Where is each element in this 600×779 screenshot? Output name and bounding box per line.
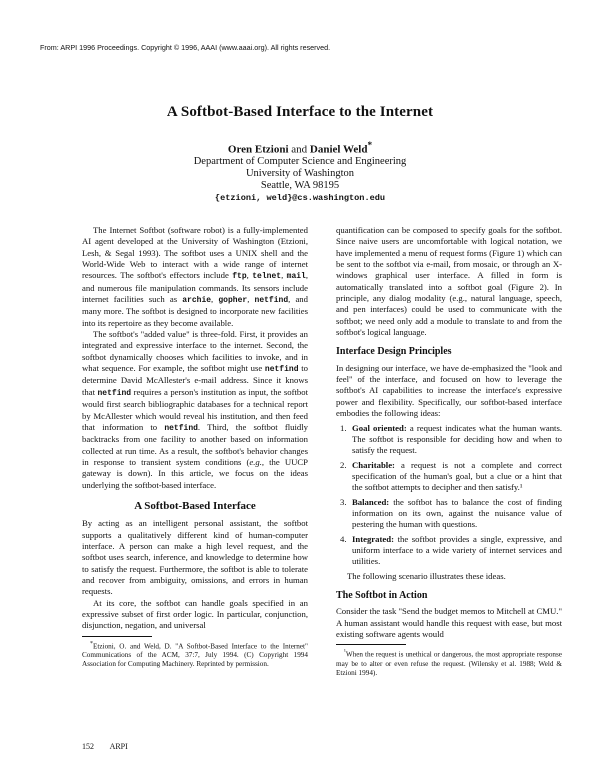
author-names	[0, 139, 600, 156]
code-gopher: gopher	[218, 296, 248, 306]
author-email: {etzioni, weld}@cs.washington.edu	[214, 192, 386, 203]
copyright-line: From: ARPI 1996 Proceedings. Copyright © 1996, AAAI (www.aaai.org). All rights reserved.	[40, 43, 331, 52]
author-university: University of Washington	[245, 167, 355, 179]
interface-paragraph-3: quantification can be composed to specify goals for the softbot. Since naive users are uncomfortable with logical notation, we have implemented a menu of request forms (Figure 1) which can be sent to the softbot via e-mail, from mosaic, or through an X-windows graphical user interface. A filled in form is automatically translated into a softbot goal (Figure 2). In principle, any dialog modality (e.g., natural language, speech, and pen interfaces) could be used to communicate with the softbot; we need only add a module to translate to and from the softbot's logical language.	[336, 225, 562, 338]
code-telnet: telnet	[252, 272, 282, 282]
left-column	[82, 225, 308, 669]
author-city: Seattle, WA 98195	[260, 179, 340, 191]
code-netfind: netfind	[254, 296, 289, 306]
page-number: 152	[82, 742, 94, 751]
paper-title: A Softbot-Based Interface to the Internet	[166, 104, 434, 120]
code-archie: archie	[182, 296, 212, 306]
list-item: 4. Integrated: the softbot provides a single, expressive, and uniform interface to a wide variety of internet services and utilities.	[340, 533, 562, 567]
footnote-ethics: $^{^1}$When the request is unethical or dangerous, the most appropriate response may be to alter or even refuse the request. (Wilensky et al. 1988; Weld & Etzioni 1994).	[336, 649, 562, 677]
author-department: Department of Computer Science and Engineering	[193, 155, 407, 167]
author-block	[0, 139, 600, 204]
section-heading-softbot-interface: A Softbot-Based Interface	[134, 499, 256, 512]
intro-paragraph-1: The Internet Softbot (software robot) is a fully-implemented AI agent developed at the University of Washington (Etzioni, Lesh, & Segal 1993). The softbot uses a UNIX shell and the World-Wide Web to interact with a wide range of internet resources. The softbot's effectors include ftp, telnet, mail, and numerous file manipulation commands. Its sensors include internet facilities such as archie, gopher, netfind, and many more. The softbot is designed to incorporate new facilities into its repertoire as they become available.	[82, 225, 309, 328]
intro-paragraph-2: The softbot's "added value" is three-fold. First, it provides an integrated and expressive interface to the internet. Second, the softbot dynamically chooses which facilities to invoke, and in what sequence. For example, the softbot might use netfind to determine David McAllester's e-mail address. Since it knows that netfind requires a person's institution as input, the softbot would first search bibliographic databases for a technical report by McAllester which would reveal his institution, and then feed that information to netfind. Third, the softbot fluidly backtracks from one facility to another based on information collected at run time. As a result, the softbot's behavior changes in response to transient system conditions (e.g., the UUCP gateway is down). In this article, we focus on the ideas underlying the softbot-based interface.	[82, 329, 308, 490]
interface-paragraph-2: At its core, the softbot can handle goals specified in an expressive subset of first order logic. In particular, conjunction, disjunction, negation, and universal	[82, 597, 308, 631]
section-heading-softbot-in-action: The Softbot in Action	[336, 589, 428, 601]
scenario-intro: The following scenario illustrates these ideas.	[347, 570, 506, 581]
code-ftp: ftp	[232, 272, 247, 282]
action-paragraph: Consider the task "Send the budget memos to Mitchell at CMU." A human assistant would handle this request with ease, but most existing software agents would	[336, 606, 562, 639]
author-and: and	[291, 143, 308, 156]
list-item: 2. Charitable: a request is not a complete and correct specification of the human's goal, but a clue or a hint that the softbot attempts to decipher and then satisfy.¹	[340, 459, 562, 493]
footnote-divider	[82, 636, 152, 637]
footnote-citation: *Etzioni, O. and Weld, D. "A Softbot-Based Interface to the Internet" Communications of the ACM, 37:7, July 1994. (C) Copyright 1994 Association for Computing Machinery. Reprinted by permission.	[82, 640, 308, 669]
right-column	[336, 225, 562, 678]
list-item: 1. Goal oriented: a request indicates what the human wants. The softbot is responsible for deciding how and when to satisfy the request.	[340, 422, 563, 456]
author-name-1: Oren Etzioni	[227, 143, 289, 156]
design-paragraph: In designing our interface, we have de-emphasized the "look and feel" of the interface, and focused on how to leverage the softbot's AI capabilities to increase the interface's expressive power and flexibility. Specifically, our softbot-based interface embodies the following ideas:	[336, 362, 562, 419]
author-footnote-mark: *	[367, 140, 373, 150]
venue-name: ARPI	[109, 742, 128, 751]
ideas-list	[336, 423, 562, 568]
section-heading-design-principles: Interface Design Principles	[336, 346, 452, 358]
interface-paragraph-1: By acting as an intelligent personal assistant, the softbot supports a qualitatively different kind of human-computer interface. A person can make a high level request, and the softbot uses search, inference, and knowledge to determine how to satisfy the request. Furthermore, the softbot is able to tolerate and recover from ambiguity, omissions, and errors in human requests.	[82, 518, 308, 597]
author-name-2: Daniel Weld	[309, 143, 368, 156]
code-mail: mail	[286, 272, 306, 282]
page-footer	[82, 742, 142, 751]
list-item: 3. Balanced: the softbot has to balance the cost of finding information on its own, against the nuisance value of pestering the human with questions.	[340, 496, 562, 530]
footnote-divider	[336, 644, 406, 645]
